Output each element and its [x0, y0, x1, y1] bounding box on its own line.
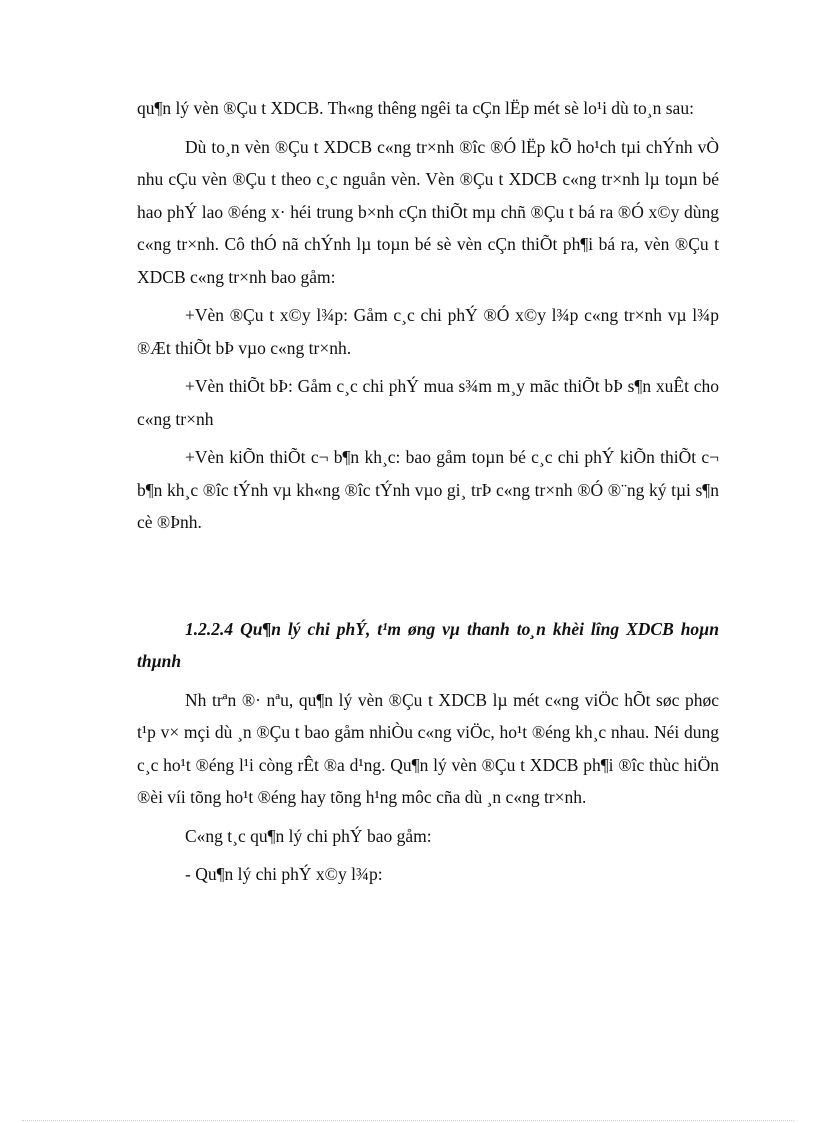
paragraph: +Vèn thiÕt bÞ: Gåm c¸c chi phÝ mua s¾m m¸y mãc thiÕt bÞ s¶n xuÊt cho c«ng tr×nh — [137, 376, 719, 429]
section-heading: 1.2.2.4 Qu¶n lý chi phÝ, t¹m øng vµ thanh to¸n khèi lîng XDCB hoµn thµnh — [137, 618, 719, 671]
paragraph: qu¶n lý vèn ®Çu t XDCB. Th«ng thêng ngêi ta cÇn lËp mét sè lo¹i dù to¸n sau: — [137, 98, 694, 118]
paragraph: C«ng t¸c qu¶n lý chi phÝ bao gåm: — [185, 825, 432, 846]
paragraph: Nh trªn ®· nªu, qu¶n lý vèn ®Çu t XDCB lµ mét c«ng viÖc hÕt søc phøc t¹p v× mçi dù ¸n ®Çu t bao gåm nhiÒu c«ng viÖc, ho¹t ®éng kh¸c nhau. Néi dung c¸c ho¹t ®éng l¹i còng rÊt ®a d¹ng. Qu¶n lý vèn ®Çu t XDCB ph¶i ®îc thùc hiÖn ®èi víi tõng ho¹t ®éng hay tõng h¹ng môc cña dù ¸n c«ng tr×nh. — [137, 689, 719, 807]
document-body — [137, 92, 719, 897]
page-bottom-divider — [22, 1120, 794, 1121]
paragraph: - Qu¶n lý chi phÝ x©y l¾p: — [185, 864, 383, 884]
paragraph: +Vèn ®Çu t x©y l¾p: Gåm c¸c chi phÝ ®Ó x©y l¾p c«ng tr×nh vµ l¾p ®Æt thiÕt bÞ vµo c«ng tr×nh. — [137, 305, 719, 358]
paragraph: Dù to¸n vèn ®Çu t XDCB c«ng tr×nh ®îc ®Ó lËp kÕ ho¹ch tµi chÝnh vÒ nhu cÇu vèn ®Çu t theo c¸c nguån vèn. Vèn ®Çu t XDCB c«ng tr×nh lµ toµn bé hao phÝ lao ®éng x· héi trung b×nh cÇn thiÕt mµ chñ ®Çu t bá ra ®Ó x©y dùng c«ng tr×nh. Cô thÓ nã chÝnh lµ toµn bé sè vèn cÇn thiÕt ph¶i bá ra, vèn ®Çu t XDCB c«ng tr×nh bao gåm: — [137, 136, 719, 287]
paragraph: +Vèn kiÕn thiÕt c¬ b¶n kh¸c: bao gåm toµn bé c¸c chi phÝ kiÕn thiÕt c¬ b¶n kh¸c ®îc tÝnh vµ kh«ng ®îc tÝnh vµo gi¸ trÞ c«ng tr×nh ®Ó ®¨ng ký tµi s¶n cè ®Þnh. — [137, 447, 719, 532]
